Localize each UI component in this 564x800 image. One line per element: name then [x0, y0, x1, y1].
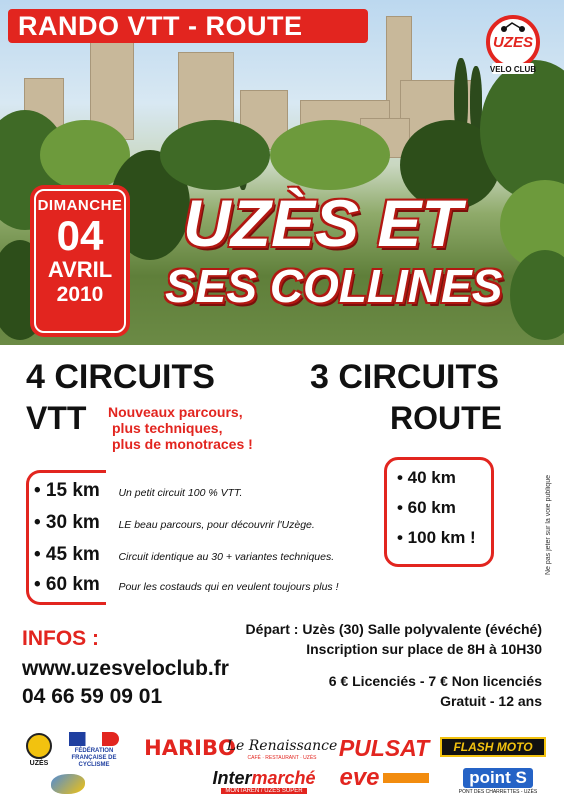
region-logo-icon — [51, 774, 85, 794]
club-logo-name: UZES — [492, 34, 534, 51]
intermarche-part-b: marché — [251, 768, 316, 788]
list-item — [34, 544, 334, 566]
route-distance: • 40 km — [397, 468, 456, 487]
list-item — [34, 512, 315, 534]
vtt-description: Circuit identique au 30 + variantes techniques. — [118, 551, 335, 563]
route-heading-sub: ROUTE — [390, 400, 502, 436]
vtt-note — [108, 404, 283, 452]
vtt-note-line: Nouveaux parcours, — [108, 404, 243, 420]
route-distance: • 100 km ! — [397, 528, 476, 547]
intermarche-sub: MONTAREN / UZÈS SUPER — [221, 788, 306, 794]
sponsor-pulsat: PULSAT — [338, 734, 430, 761]
sponsor-ffc-logo — [62, 731, 126, 769]
sponsor-point-s — [450, 765, 546, 797]
event-title-line2: SES COLLINES — [165, 260, 503, 312]
sponsor-haribo: HARIBO — [144, 736, 236, 760]
intermarche-name — [212, 768, 315, 788]
free-info: Gratuit - 12 ans — [440, 693, 542, 709]
eve-bar-icon — [383, 773, 429, 783]
sponsor-intermarche — [208, 765, 320, 797]
phone-number: 04 66 59 09 01 — [22, 685, 163, 708]
vtt-distance: • 60 km — [34, 574, 100, 595]
club-logo — [474, 14, 552, 76]
intermarche-part-a: Inter — [212, 768, 252, 788]
vtt-distance: • 15 km — [34, 480, 100, 501]
price-info: 6 € Licenciés - 7 € Non licenciés — [328, 673, 542, 689]
route-circuit-list — [384, 457, 494, 567]
tree — [160, 120, 270, 190]
vtt-distance: • 30 km — [34, 512, 100, 533]
vtt-heading-sub: VTT — [26, 400, 87, 436]
list-item — [34, 480, 242, 502]
point-s-name: point S — [463, 768, 533, 788]
litter-notice: Ne pas jeter sur la voie publique — [545, 475, 552, 576]
sponsor-flashmoto: FLASH MOTO — [440, 737, 546, 757]
vtt-description: Pour les costauds qui en veulent toujours plus ! — [118, 581, 339, 593]
sponsor-ffc-label: FÉDÉRATION FRANÇAISE DE CYCLISME — [71, 747, 117, 768]
vtt-description: Un petit circuit 100 % VTT. — [118, 487, 243, 499]
sponsor-uzes-logo — [22, 731, 56, 769]
renaissance-sub: CAFÉ · RESTAURANT · UZÈS — [247, 754, 317, 761]
sponsor-uzes-label: UZÈS — [29, 760, 49, 767]
event-year: 2010 — [56, 283, 104, 306]
club-logo-sub: VELO CLUB — [489, 65, 537, 74]
date-box — [30, 185, 130, 337]
hero-photo — [0, 0, 564, 345]
sponsor-region-logo — [48, 771, 88, 797]
uzes-badge-icon — [26, 733, 52, 759]
vtt-note-line: plus de monotraces ! — [112, 436, 253, 452]
event-date: 04 — [56, 212, 104, 259]
website-link[interactable]: www.uzesveloclub.fr — [22, 657, 229, 680]
sponsor-eve — [336, 763, 432, 793]
ffc-flag-icon — [69, 732, 119, 746]
departure-info: Départ : Uzès (30) Salle polyvalente (évéché) — [245, 621, 542, 637]
vtt-circuits-heading: 4 CIRCUITS — [26, 358, 215, 396]
route-distance: • 60 km — [397, 498, 456, 517]
route-circuits-heading: 3 CIRCUITS — [310, 358, 499, 396]
sponsor-renaissance — [226, 735, 338, 763]
tree — [270, 120, 390, 190]
event-month: AVRIL — [47, 257, 113, 282]
sponsor-strip — [0, 723, 564, 800]
eve-name: eve — [339, 764, 380, 791]
event-type-banner: RANDO VTT - ROUTE — [8, 9, 368, 43]
point-s-sub: PONT DES CHARRETTES - UZÈS — [458, 788, 538, 795]
event-title-line1: UZÈS ET — [183, 186, 462, 260]
vtt-note-line: plus techniques, — [112, 420, 223, 436]
registration-info: Inscription sur place de 8H à 10H30 — [306, 641, 542, 657]
infos-label: INFOS : — [22, 627, 99, 650]
event-title — [165, 188, 564, 314]
vtt-distance: • 45 km — [34, 544, 100, 565]
vtt-description: LE beau parcours, pour découvrir l'Uzège. — [118, 519, 315, 531]
event-day: DIMANCHE — [37, 197, 123, 214]
list-item — [34, 574, 339, 596]
renaissance-name: Le Renaissance — [226, 737, 338, 754]
vtt-circuit-list — [26, 470, 416, 605]
